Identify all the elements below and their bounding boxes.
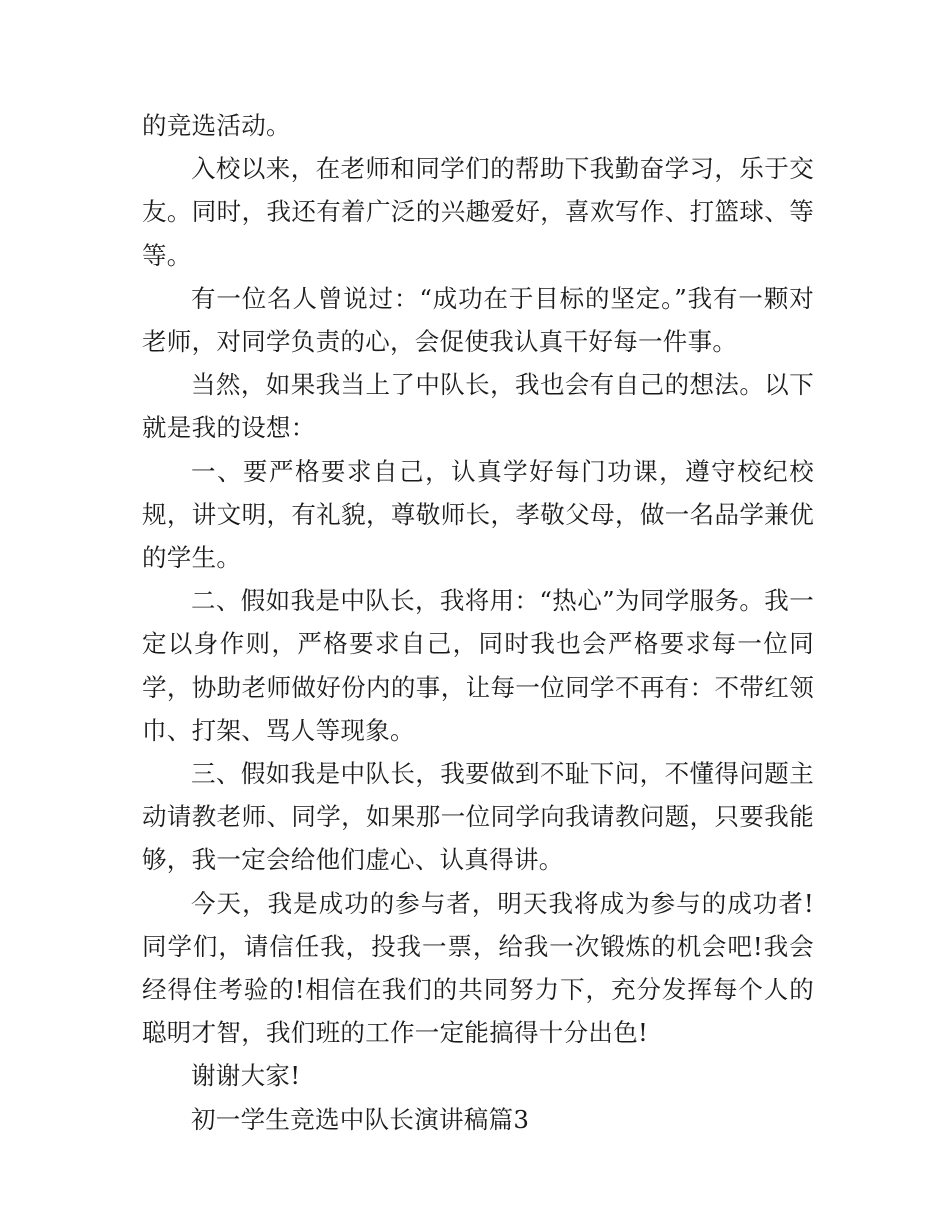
paragraph-3: 有一位名人曾说过：“成功在于目标的坚定。”我有一颗对老师，对同学负责的心，会促使我认真干好每一件事。 <box>142 283 814 357</box>
paragraph-9: 谢谢大家! <box>191 1061 301 1091</box>
paragraph-6: 二、假如我是中队长，我将用：“热心”为同学服务。我一定以身作则，严格要求自己，同时我也会严格要求每一位同学，协助老师做好份内的事，让每一位同学不再有：不带红领巾、打架、骂人等现象。 <box>142 586 814 745</box>
paragraph-7: 三、假如我是中队长，我要做到不耻下问，不懂得问题主动请教老师、同学，如果那一位同学向我请教问题，只要我能够，我一定会给他们虚心、认真得讲。 <box>142 759 814 875</box>
document-body <box>142 104 814 1141</box>
paragraph-4: 当然，如果我当上了中队长，我也会有自己的想法。以下就是我的设想： <box>142 370 814 443</box>
paragraph-2: 入校以来，在老师和同学们的帮助下我勤奋学习，乐于交友。同时，我还有着广泛的兴趣爱好，喜欢写作、打篮球、等等。 <box>142 154 814 270</box>
paragraph-1: 的竞选活动。 <box>142 111 291 140</box>
paragraph-8: 今天，我是成功的参与者，明天我将成为参与的成功者!同学们，请信任我，投我一票，给我一次锻炼的机会吧!我会经得住考验的!相信在我们的共同努力下，充分发挥每个人的聪明才智，我们班的工作一定能搞得十分出色! <box>142 888 814 1048</box>
section-heading: 初一学生竞选中队长演讲稿篇3 <box>191 1104 530 1134</box>
paragraph-5: 一、要严格要求自己，认真学好每门功课，遵守校纪校规，讲文明，有礼貌，尊敬师长，孝敬父母，做一名品学兼优的学生。 <box>142 456 814 573</box>
